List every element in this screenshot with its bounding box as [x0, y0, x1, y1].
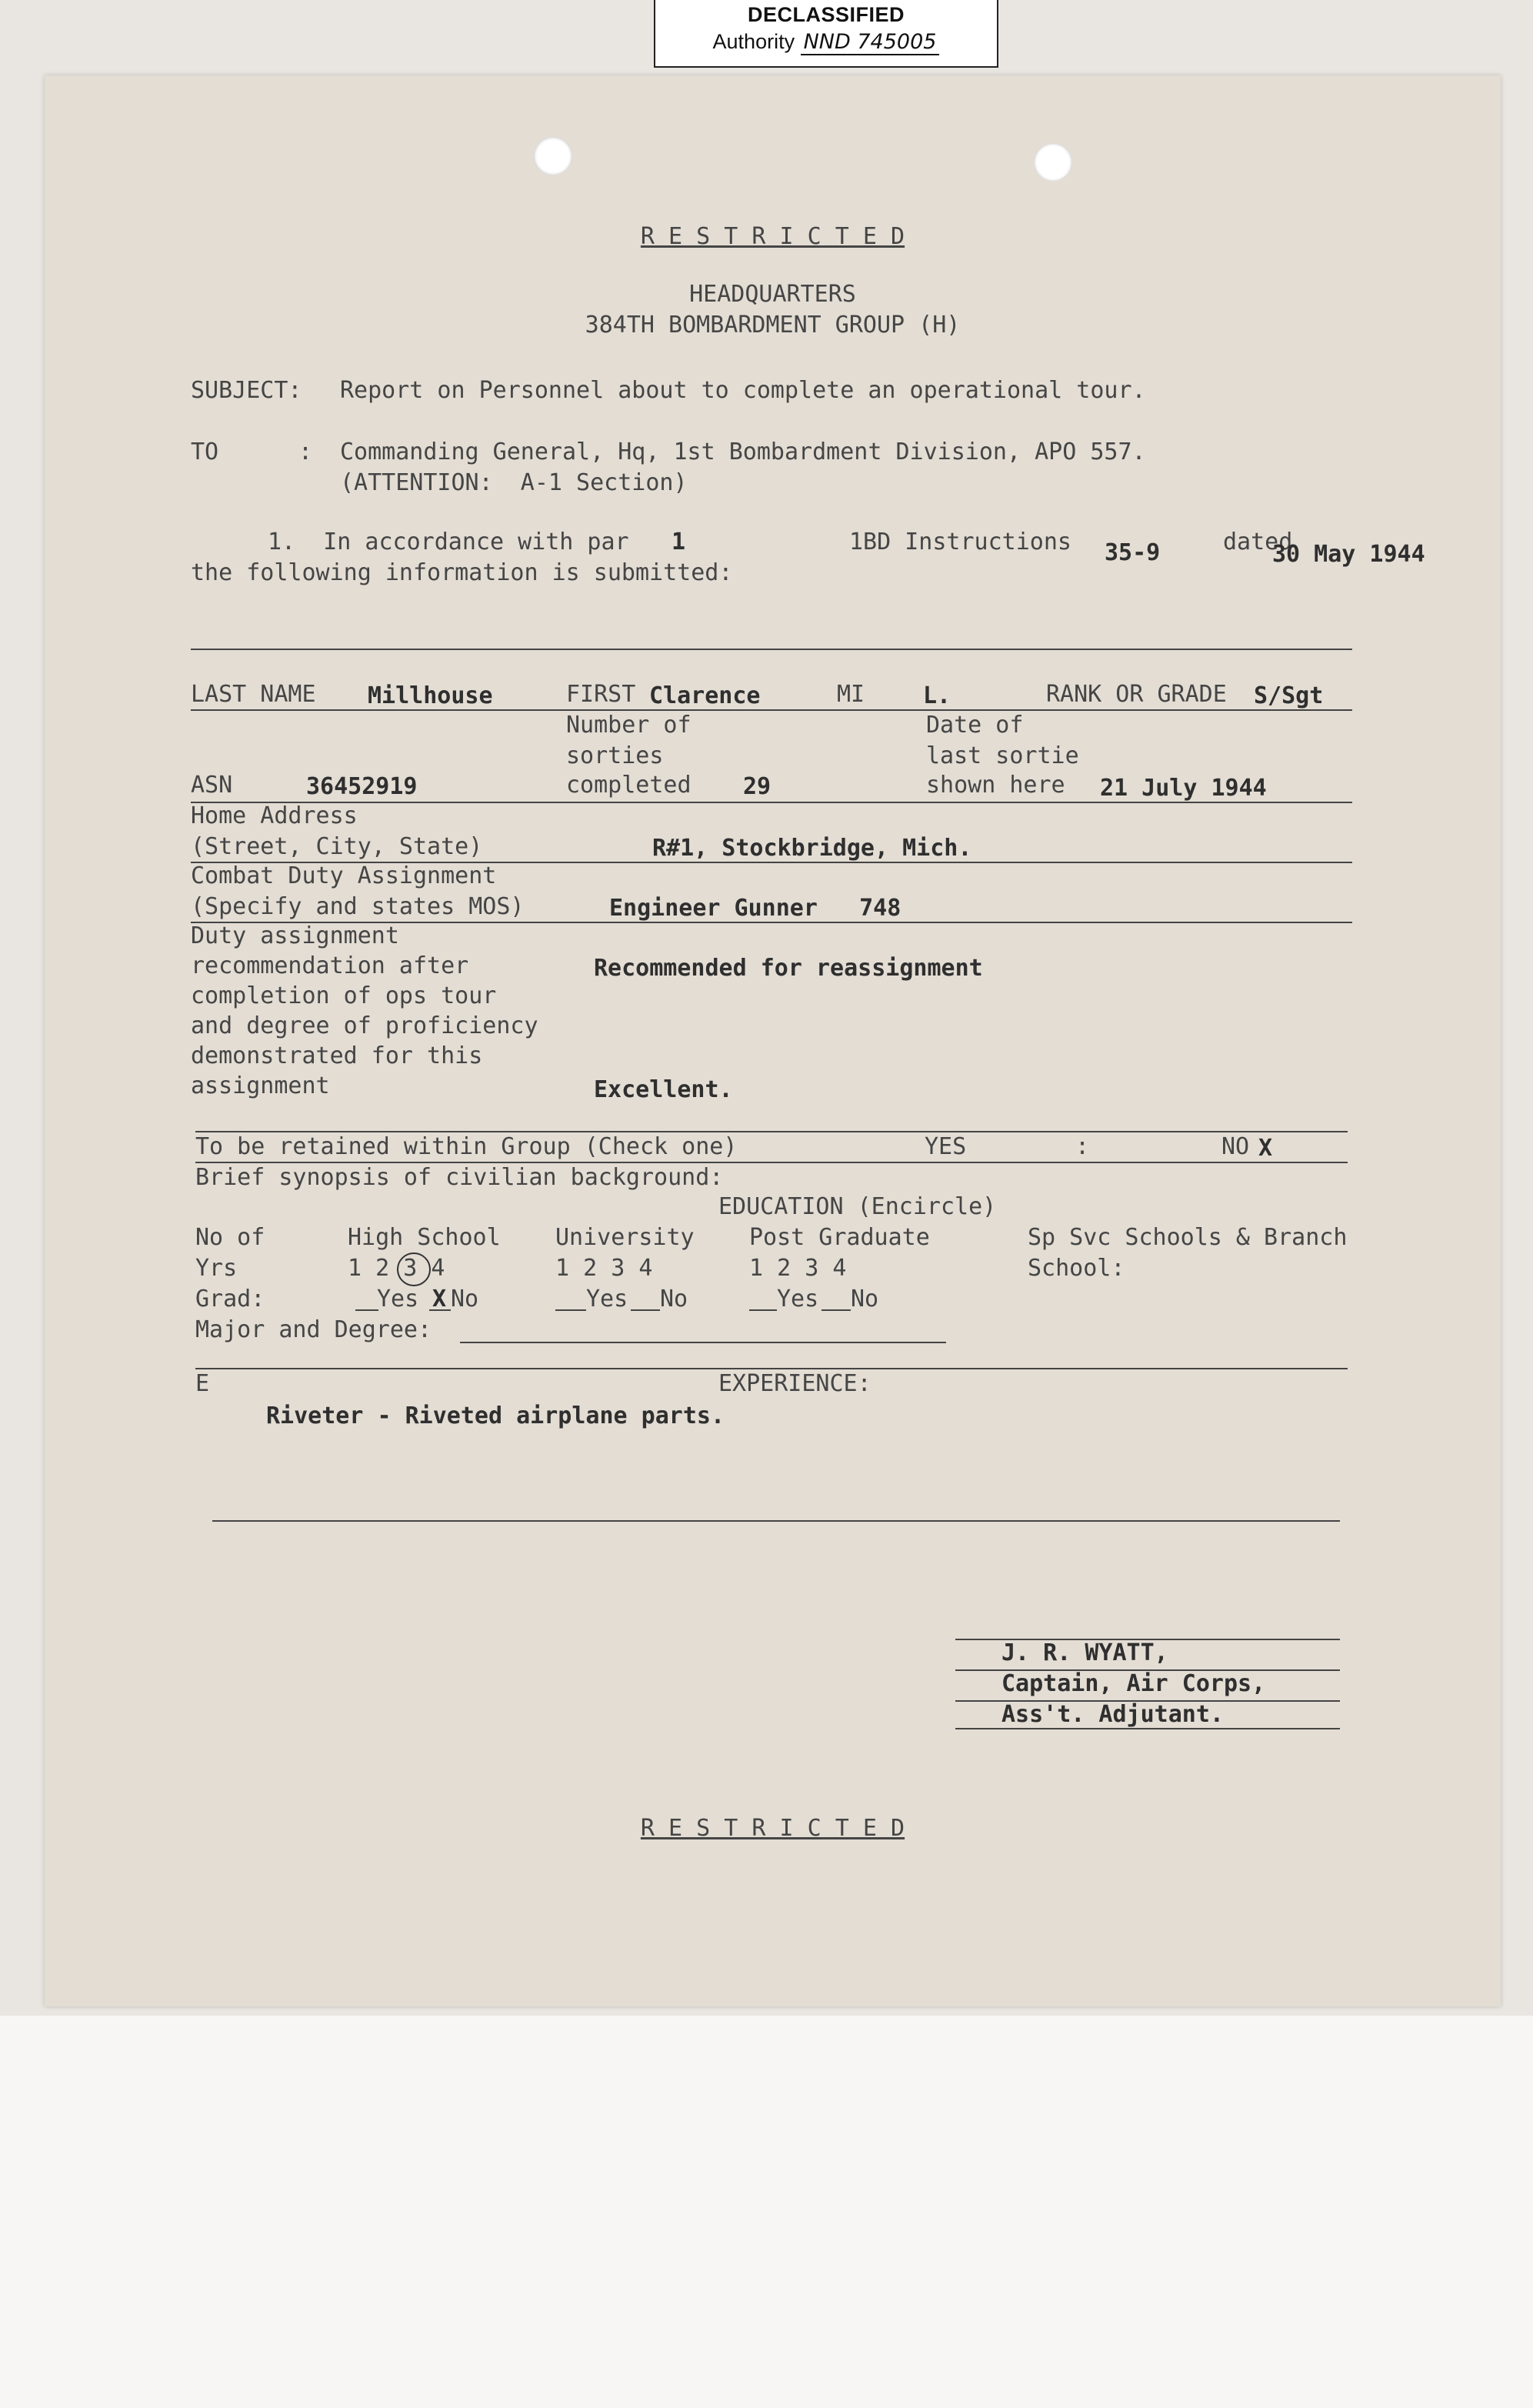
- to-line2: (ATTENTION: A-1 Section): [340, 469, 688, 496]
- retain-colon: :: [1075, 1133, 1090, 1160]
- stamp-authority-label: Authority: [712, 30, 795, 53]
- high-school-years: 1 2 3 4: [348, 1255, 445, 1282]
- retain-no-mark: X: [1258, 1135, 1273, 1162]
- sorties-label-3: completed: [566, 772, 692, 799]
- post-graduate-grad-yes: Yes: [777, 1286, 819, 1312]
- duty-label-2: recommendation after: [191, 952, 469, 979]
- first-name-label: FIRST: [566, 681, 636, 708]
- sorties-label-2: sorties: [566, 742, 664, 769]
- rank-value: S/Sgt: [1254, 682, 1324, 709]
- no-of-label: No of: [195, 1224, 265, 1251]
- university-label: University: [555, 1224, 695, 1251]
- experience-text: Riveter - Riveted airplane parts.: [266, 1402, 725, 1429]
- asn-value: 36452919: [306, 773, 418, 800]
- home-address-value: R#1, Stockbridge, Mich.: [652, 835, 972, 862]
- proficiency-value: Excellent.: [594, 1076, 733, 1103]
- intro-dated-label: dated: [1223, 529, 1293, 555]
- classification-top: R E S T R I C T E D: [640, 223, 905, 250]
- high-school-grad-mark: X: [432, 1286, 447, 1312]
- university-years: 1 2 3 4: [555, 1255, 653, 1282]
- duty-label-3: completion of ops tour: [191, 982, 497, 1009]
- home-label-1: Home Address: [191, 802, 358, 829]
- post-graduate-grad-no: No: [851, 1286, 879, 1312]
- punch-hole-left: [534, 137, 572, 175]
- last-sortie-label-1: Date of: [926, 712, 1024, 739]
- rank-label: RANK OR GRADE: [1046, 681, 1227, 708]
- experience-label: EXPERIENCE:: [718, 1370, 871, 1397]
- intro-text-1: 1. In accordance with par: [268, 529, 629, 555]
- intro-date: 30 May 1944: [1272, 541, 1425, 568]
- last-name-value: Millhouse: [368, 682, 493, 709]
- svc-schools-label-2: School:: [1028, 1255, 1125, 1282]
- university-grad-no: No: [660, 1286, 688, 1312]
- retain-yes-label: YES: [925, 1133, 967, 1160]
- last-sortie-value: 21 July 1944: [1100, 775, 1267, 802]
- rule-pg-yes: [749, 1309, 777, 1311]
- rule-experience-end: [212, 1520, 1340, 1522]
- last-sortie-label-2: last sortie: [926, 742, 1079, 769]
- experience-e-label: E: [195, 1370, 210, 1397]
- retain-label: To be retained within Group (Check one): [195, 1133, 738, 1160]
- major-degree-label: Major and Degree:: [195, 1316, 432, 1343]
- duty-label-1: Duty assignment: [191, 922, 399, 949]
- sorties-label-1: Number of: [566, 712, 692, 739]
- stamp-authority-value: NND 745005: [801, 30, 940, 55]
- intro-par-value: 1: [672, 529, 686, 555]
- to-label: TO: [191, 439, 219, 465]
- high-school-year-3-circle: [397, 1252, 431, 1286]
- scan-lower-area: [0, 2016, 1533, 2408]
- high-school-grad-yes: Yes: [377, 1286, 419, 1312]
- duty-label-6: assignment: [191, 1072, 330, 1099]
- classification-bottom: R E S T R I C T E D: [640, 1815, 905, 1842]
- home-label-2: (Street, City, State): [191, 833, 483, 860]
- to-line1: Commanding General, Hq, 1st Bombardment Division, APO 557.: [340, 439, 1146, 465]
- rule-hs-yes: [355, 1309, 378, 1311]
- org-group: 384TH BOMBARDMENT GROUP (H): [585, 312, 961, 339]
- rule-name: [191, 709, 1352, 711]
- subject-text: Report on Personnel about to complete an operational tour.: [340, 377, 1146, 404]
- rule-retain-bottom: [195, 1162, 1348, 1163]
- high-school-grad-no: No: [451, 1286, 479, 1312]
- duty-label-5: demonstrated for this: [191, 1042, 483, 1069]
- rule-top: [191, 649, 1352, 650]
- rule-major-degree: [460, 1342, 946, 1343]
- signature-title-1: Captain, Air Corps,: [1001, 1670, 1266, 1697]
- signature-title-2: Ass't. Adjutant.: [1001, 1701, 1224, 1728]
- yrs-label: Yrs: [195, 1255, 238, 1282]
- subject-label: SUBJECT:: [191, 377, 302, 404]
- rule-asn: [191, 802, 1352, 803]
- grad-label: Grad:: [195, 1286, 265, 1312]
- duty-label-4: and degree of proficiency: [191, 1012, 538, 1039]
- duty-recommendation-value: Recommended for reassignment: [594, 955, 983, 982]
- combat-label-2: (Specify and states MOS): [191, 893, 525, 920]
- document-page: [45, 75, 1501, 2006]
- svc-schools-label-1: Sp Svc Schools & Branch: [1028, 1224, 1348, 1251]
- post-graduate-label: Post Graduate: [749, 1224, 930, 1251]
- rule-retain-top: [195, 1131, 1348, 1132]
- education-label: EDUCATION (Encircle): [718, 1193, 997, 1220]
- intro-instruction-number: 35-9: [1105, 539, 1161, 566]
- to-colon: :: [298, 439, 313, 465]
- intro-text-2: the following information is submitted:: [191, 559, 733, 586]
- combat-label-1: Combat Duty Assignment: [191, 862, 497, 889]
- university-grad-yes: Yes: [586, 1286, 628, 1312]
- first-name-value: Clarence: [649, 682, 761, 709]
- org-headquarters: HEADQUARTERS: [689, 281, 856, 308]
- high-school-label: High School: [348, 1224, 501, 1251]
- rule-hs-no: [429, 1309, 451, 1311]
- last-sortie-label-3: shown here: [926, 772, 1065, 799]
- last-name-label: LAST NAME: [191, 681, 316, 708]
- retain-no-label: NO: [1221, 1133, 1250, 1160]
- background-label: Brief synopsis of civilian background:: [195, 1164, 724, 1191]
- rule-sig-4: [955, 1728, 1340, 1729]
- rule-pg-no: [821, 1309, 851, 1311]
- sorties-value: 29: [743, 773, 771, 800]
- post-graduate-years: 1 2 3 4: [749, 1255, 847, 1282]
- asn-label: ASN: [191, 772, 233, 799]
- combat-assignment-value: Engineer Gunner 748: [609, 895, 901, 922]
- stamp-title: DECLASSIFIED: [747, 3, 905, 26]
- mi-label: MI: [837, 681, 865, 708]
- mi-value: L.: [923, 682, 951, 709]
- intro-instructions: 1BD Instructions: [849, 529, 1071, 555]
- rule-univ-no: [631, 1309, 660, 1311]
- signature-name: J. R. WYATT,: [1001, 1639, 1168, 1666]
- punch-hole-right: [1034, 143, 1072, 182]
- rule-univ-yes: [555, 1309, 586, 1311]
- stamp-authority: [655, 30, 997, 54]
- rule-experience: [195, 1368, 1348, 1369]
- declassified-stamp: [654, 0, 998, 68]
